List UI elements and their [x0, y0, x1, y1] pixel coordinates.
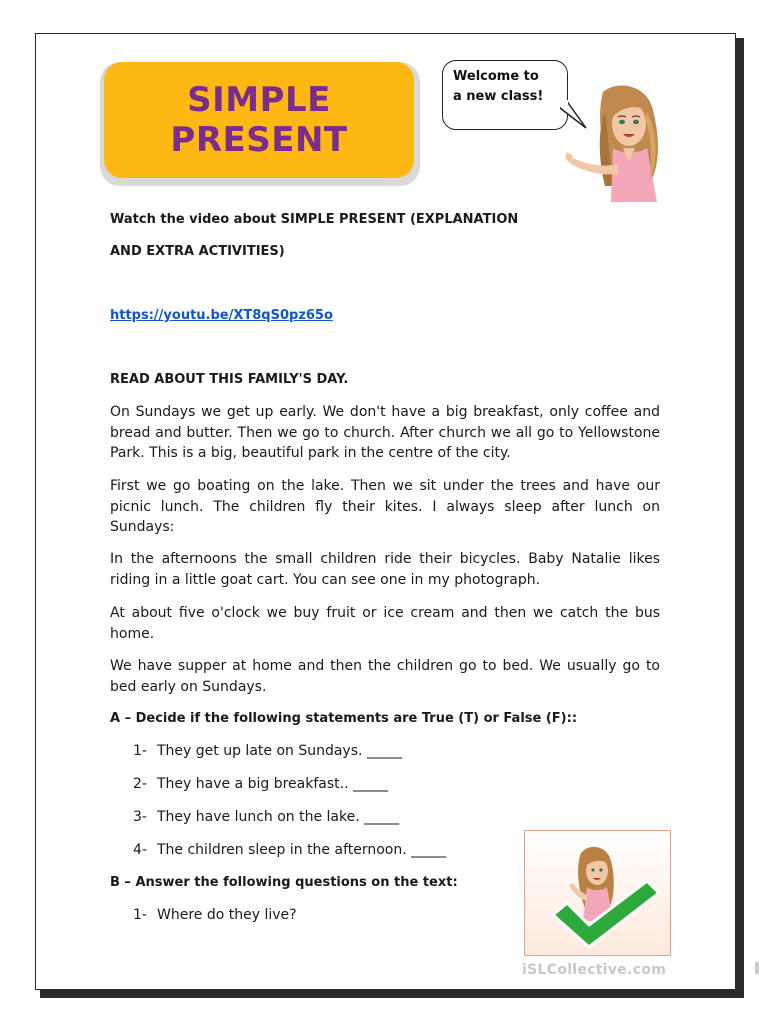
teacher-avatar: [565, 82, 670, 207]
section-b-heading: B – Answer the following questions on the text:: [110, 875, 458, 890]
speech-bubble-text: Welcome to a new class!: [453, 69, 544, 104]
item-number: 3-: [133, 809, 147, 825]
avatar-checkmark-picture: [524, 830, 671, 956]
item-text: They have lunch on the lake. _____: [157, 809, 400, 825]
watermark: iSLCollective.com: [522, 962, 667, 978]
intro-line-1: Watch the video about SIMPLE PRESENT (EXPLANATION: [110, 212, 519, 227]
reading-paragraph-1: On Sundays we get up early. We don't have a big breakfast, only coffee and bread and butter. Then we go to church. After church we all go to Yellowstone Park. This is a big, beautiful park in the centre of the city.: [110, 404, 660, 461]
title-banner: [104, 62, 414, 178]
item-text: Where do they live?: [157, 907, 297, 923]
intro-line-2: AND EXTRA ACTIVITIES): [110, 244, 285, 259]
section-b-item: [133, 907, 297, 923]
section-a-item: [133, 776, 388, 792]
reading-heading: READ ABOUT THIS FAMILY'S DAY.: [110, 372, 349, 387]
item-number: 1-: [133, 907, 147, 923]
section-a-item: [133, 743, 402, 759]
reading-paragraph-5: We have supper at home and then the children go to bed. We usually go to bed early on Sundays.: [110, 658, 660, 695]
item-text: The children sleep in the afternoon. _____: [157, 842, 447, 858]
item-text: They have a big breakfast.. _____: [157, 776, 388, 792]
section-a-item: [133, 842, 446, 858]
item-text: They get up late on Sundays. _____: [157, 743, 402, 759]
section-a-heading: A – Decide if the following statements are True (T) or False (F)::: [110, 711, 578, 726]
reading-paragraph-4: At about five o'clock we buy fruit or ice cream and then we catch the bus home.: [110, 605, 660, 642]
corner-mark-icon: [752, 962, 762, 976]
item-number: 2-: [133, 776, 147, 792]
checkmark-icon: [547, 875, 665, 953]
reading-paragraph-2: First we go boating on the lake. Then we sit under the trees and have our picnic lunch. The children fly their kites. I always sleep after lunch on Sundays:: [110, 478, 660, 535]
title-line-2: PRESENT: [170, 120, 348, 160]
section-a-item: [133, 809, 399, 825]
item-number: 4-: [133, 842, 147, 858]
speech-bubble: [442, 60, 568, 130]
item-number: 1-: [133, 743, 147, 759]
reading-paragraph-3: In the afternoons the small children ride their bicycles. Baby Natalie likes riding in a little goat cart. You can see one in my photograph.: [110, 551, 660, 588]
title-line-1: SIMPLE: [187, 80, 331, 120]
video-link[interactable]: https://youtu.be/XT8qS0pz65o: [110, 308, 333, 323]
